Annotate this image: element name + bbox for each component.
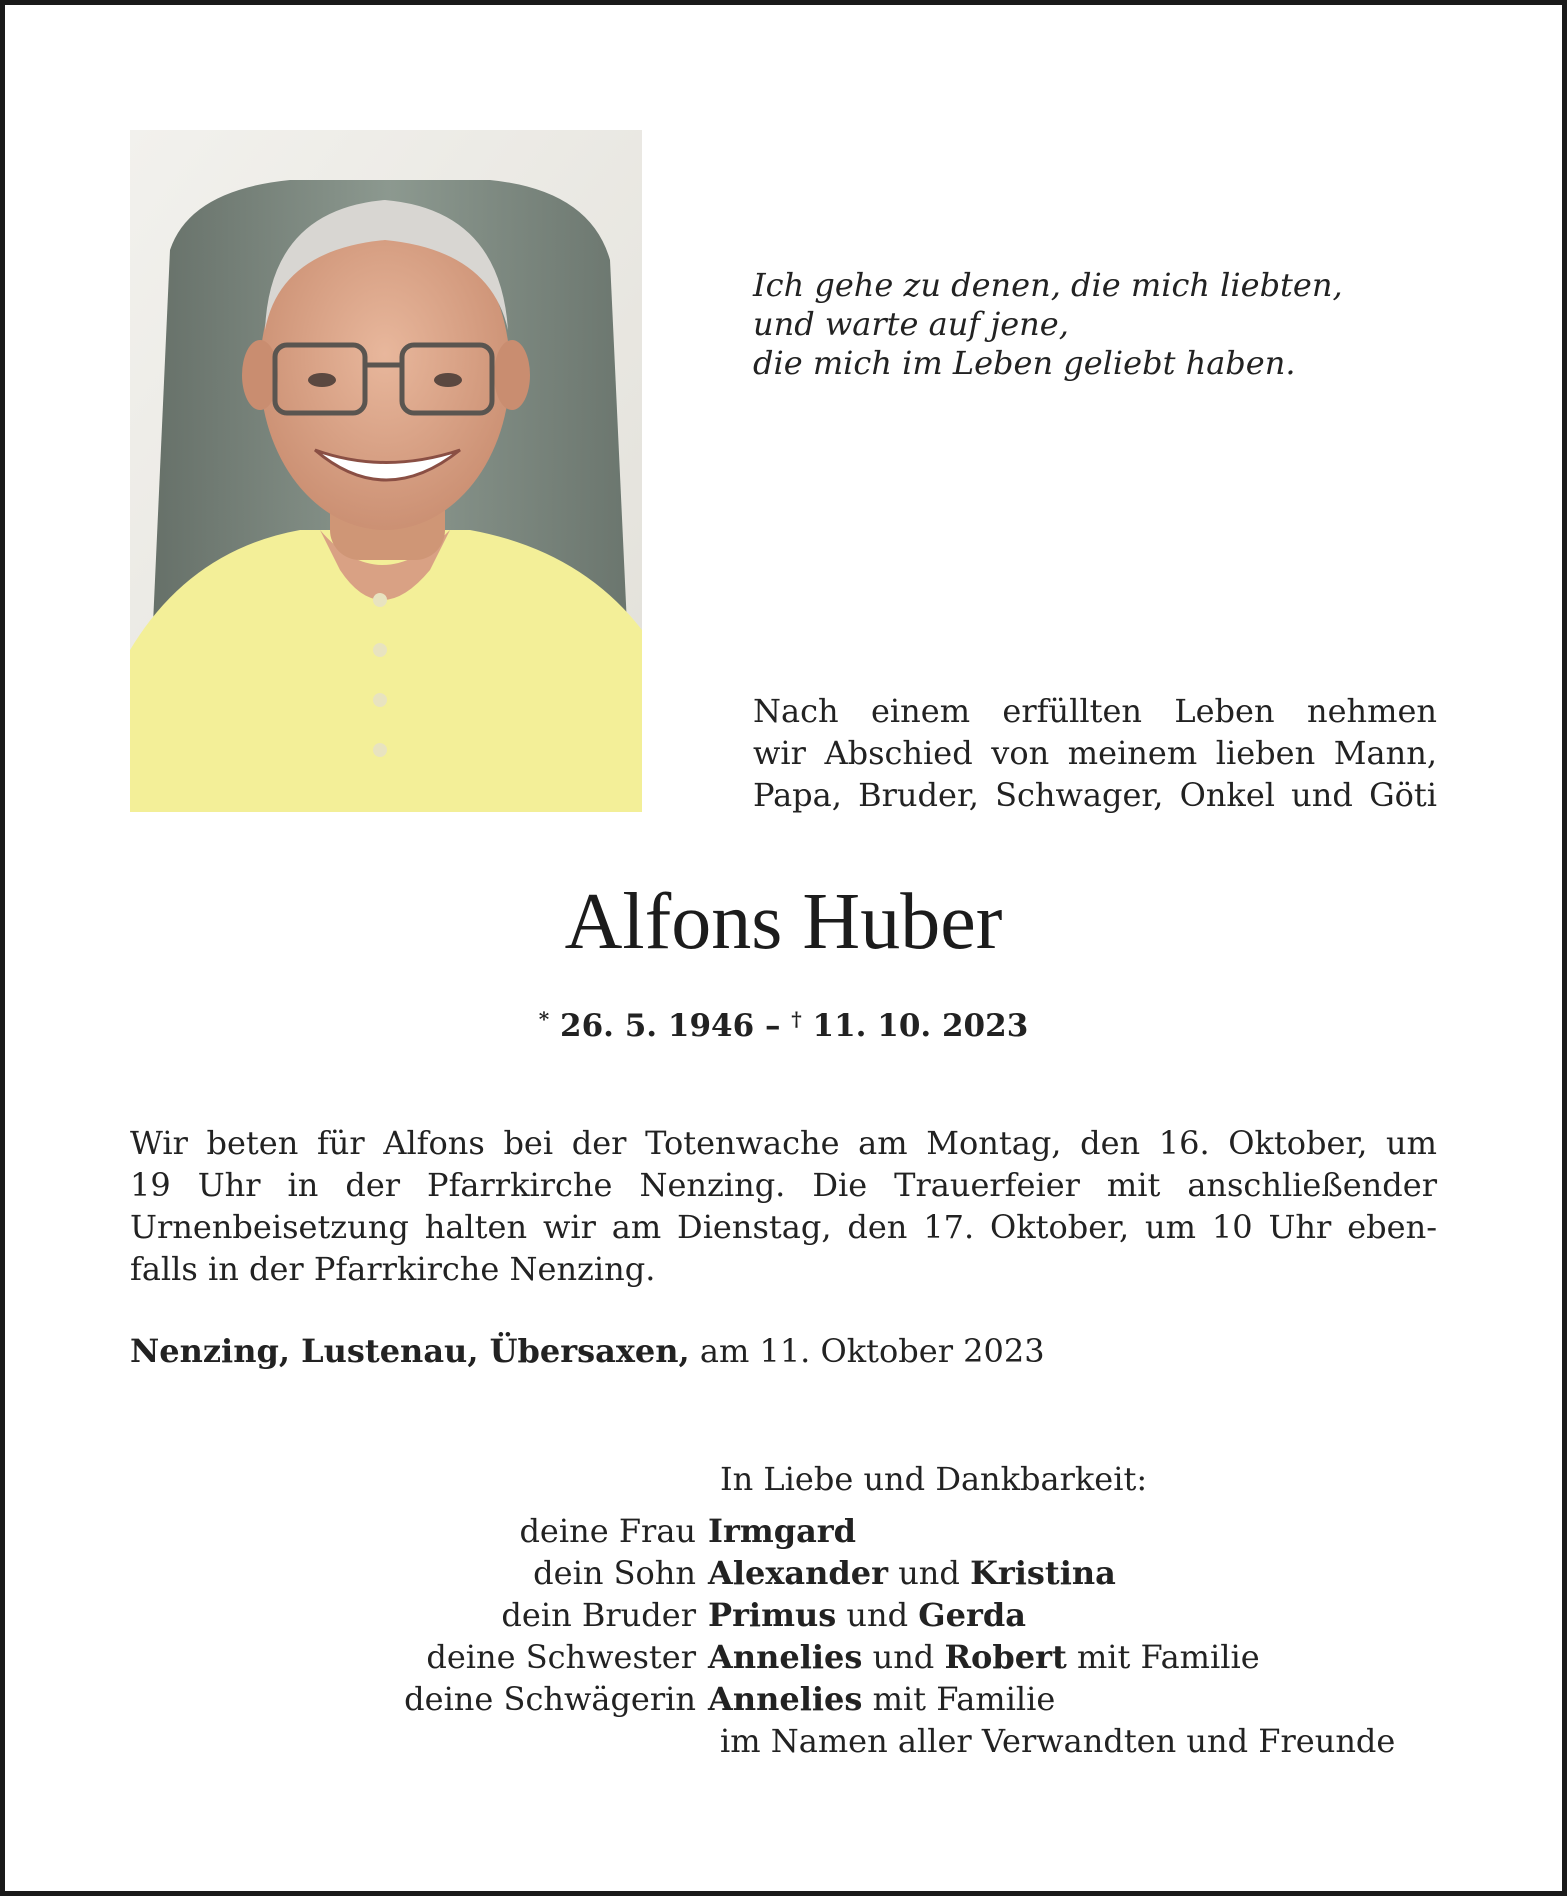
- place-date: am 11. Oktober 2023: [689, 1332, 1045, 1370]
- family-name: Kristina: [970, 1554, 1116, 1592]
- announcement-line: Wir beten für Alfons bei der Totenwache am Montag, den 16. Oktober, um: [130, 1124, 1437, 1162]
- thanks-heading: In Liebe und Dankbarkeit:: [720, 1460, 1148, 1498]
- deceased-name: Alfons Huber: [564, 878, 1003, 966]
- quote-line: die mich im Leben geliebt haben.: [753, 344, 1296, 382]
- family-row: [300, 1678, 1395, 1720]
- announcement-line: falls in der Pfarrkirche Nenzing.: [130, 1250, 656, 1288]
- family-names: [708, 1552, 1116, 1594]
- family-name: Gerda: [918, 1596, 1026, 1634]
- closing-line: im Namen aller Verwandten und Freunde: [720, 1722, 1396, 1760]
- family-relation: deine Frau: [519, 1512, 696, 1550]
- family-row: [300, 1552, 1395, 1594]
- family-conj: und: [836, 1596, 919, 1634]
- family-suffix: mit Familie: [862, 1680, 1056, 1718]
- family-name: Irmgard: [708, 1512, 857, 1550]
- quote-line: und warte auf jene,: [753, 305, 1069, 343]
- family-names: [708, 1510, 856, 1552]
- family-relation: dein Sohn: [533, 1554, 696, 1592]
- family-name: Annelies: [708, 1638, 863, 1676]
- intro-line: Papa, Bruder, Schwager, Onkel und Göti: [753, 776, 1437, 814]
- life-dates: [0, 998, 1567, 1047]
- family-names: [708, 1594, 1026, 1636]
- birth-symbol: *: [538, 1007, 550, 1031]
- quote-line: Ich gehe zu denen, die mich liebten,: [753, 266, 1343, 304]
- family-name: Primus: [708, 1596, 837, 1634]
- family-list: [300, 1510, 1395, 1762]
- announcement-text: [130, 1122, 1437, 1290]
- quote: [753, 266, 1473, 383]
- place-and-date: [130, 1330, 1437, 1372]
- family-name: Alexander: [708, 1554, 889, 1592]
- family-row: [300, 1594, 1395, 1636]
- family-suffix: mit Familie: [1066, 1638, 1260, 1676]
- birth-date: 26. 5. 1946: [560, 1008, 755, 1044]
- family-row: [300, 1510, 1395, 1552]
- announcement-line: Urnenbeisetzung halten wir am Dienstag, den 17. Oktober, um 10 Uhr eben-: [130, 1208, 1437, 1246]
- family-conj: und: [862, 1638, 945, 1676]
- portrait-image: [130, 130, 642, 812]
- family-relation: deine Schwägerin: [404, 1680, 696, 1718]
- announcement-line: 19 Uhr in der Pfarrkirche Nenzing. Die Trauerfeier mit anschließender: [130, 1166, 1437, 1204]
- intro-line: wir Abschied von meinem lieben Mann,: [753, 734, 1437, 772]
- family-relation: deine Schwester: [426, 1638, 696, 1676]
- family-names: [708, 1678, 1055, 1720]
- intro-line: Nach einem erfüllten Leben nehmen: [753, 692, 1437, 730]
- intro-text: [753, 690, 1437, 816]
- family-conj: und: [888, 1554, 971, 1592]
- death-symbol: †: [791, 1007, 802, 1031]
- family-relation: dein Bruder: [501, 1596, 696, 1634]
- place-towns: Nenzing, Lustenau, Übersaxen,: [130, 1332, 690, 1370]
- family-names: [708, 1636, 1260, 1678]
- death-date: 11. 10. 2023: [812, 1008, 1029, 1044]
- family-name: Annelies: [708, 1680, 863, 1718]
- family-name: Robert: [944, 1638, 1067, 1676]
- family-row: [300, 1636, 1395, 1678]
- date-separator: –: [764, 1008, 781, 1044]
- portrait-photo: [130, 130, 642, 812]
